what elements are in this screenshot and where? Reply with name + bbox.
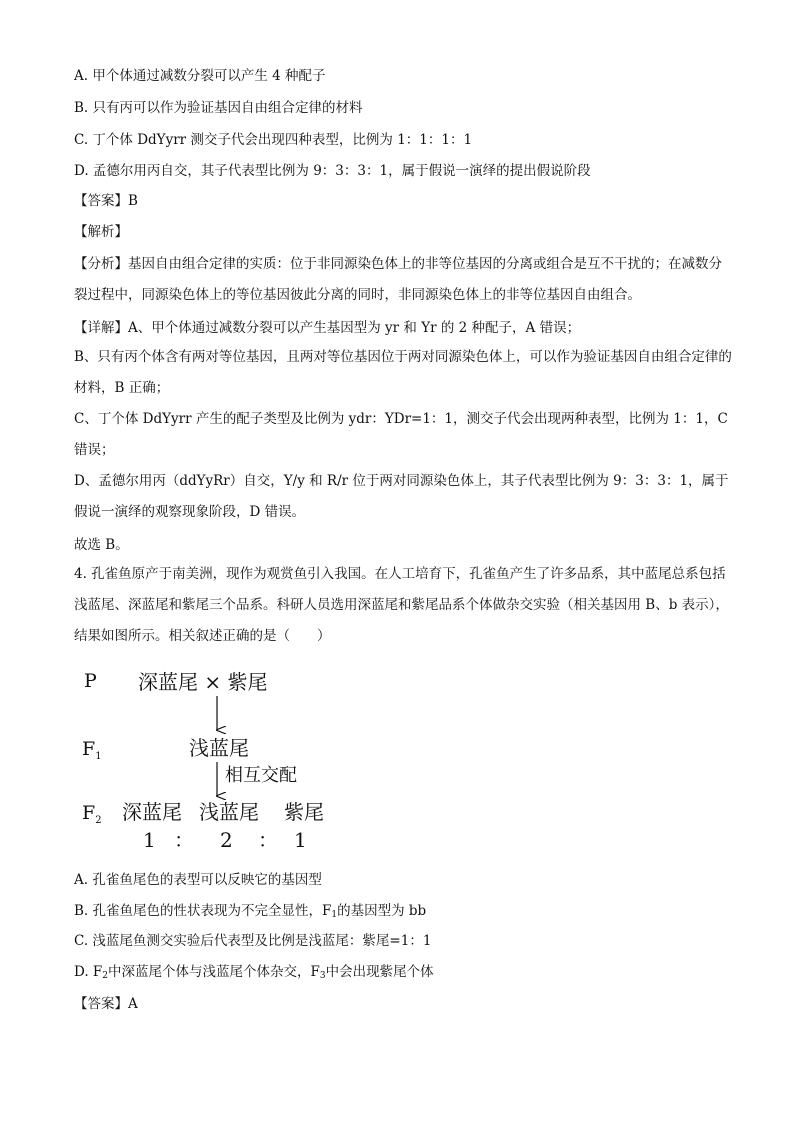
cross-diagram: [74, 662, 374, 862]
q4-answer: [74, 994, 734, 1014]
q3-option-d: D. 孟德尔用丙自交，其子代表型比例为 9：3：3：1，属于假说一演绎的提出假说阶段: [74, 163, 591, 179]
fenxi-label: 【分析】: [74, 256, 128, 272]
f2-deep-blue: 深蓝尾: [122, 800, 182, 824]
q3-analysis-heading: 【解析】: [74, 224, 128, 240]
answer-label: 【答案】: [74, 193, 128, 209]
parent-cross: 深蓝尾 × 紫尾: [138, 670, 268, 694]
q3-option-c: C. 丁个体 DdYyrr 测交子代会出现四种表型，比例为 1：1：1：1: [74, 132, 473, 148]
q4-option-b: B. 孔雀鱼尾色的性状表现为不完全显性，$F_1$的基因型为 bb: [74, 903, 427, 920]
f2-light-blue: 浅蓝尾: [199, 800, 259, 824]
ratio-purple: 1: [294, 828, 307, 852]
q4-option-c: C. 浅蓝尾鱼测交实验后代表型及比例是浅蓝尾：紫尾=1：1: [74, 933, 432, 949]
ratio-light: 2: [220, 828, 233, 852]
q4-stem: 4. 孔雀鱼原产于南美洲，现作为观赏鱼引入我国。在人工培育下，孔雀鱼产生了许多品系，其中蓝尾总系包括浅蓝尾、深蓝尾和紫尾三个品系。科研人员选用深蓝尾和紫尾品系个体做杂交实验（相关基因用 B、b 表示），结果如图所示。相关叙述正确的是（ ）: [74, 566, 729, 644]
generation-f1: $F_1$: [82, 738, 102, 762]
q3-xiangjie-d: D、孟德尔用丙（ddYyRr）自交，Y/y 和 R/r 位于两对同源染色体上，其子代表型比例为 9：3：3：1，属于假说一演绎的观察现象阶段，D 错误。: [74, 473, 729, 520]
xiangjie-a-text: A、甲个体通过减数分裂可以产生基因型为 yr 和 Yr 的 2 种配子，A 错误；: [128, 320, 581, 336]
q3-answer: [74, 191, 734, 211]
q3-xiangjie-b: B、只有丙个体含有两对等位基因，且两对等位基因位于两对同源染色体上，可以作为验证基因自由组合定律的材料，B 正确；: [74, 349, 732, 396]
f1-action: 相互交配: [225, 765, 297, 786]
q4-option-a: A. 孔雀鱼尾色的表型可以反映它的基因型: [74, 872, 322, 888]
ratio-colon-1: ：: [174, 828, 194, 852]
ratio-colon-2: ：: [258, 828, 278, 852]
answer-value: A: [128, 996, 138, 1012]
xiangjie-label: 【详解】: [74, 320, 128, 336]
generation-f2: $F_2$: [82, 802, 102, 826]
f1-phenotype: 浅蓝尾: [189, 736, 249, 760]
answer-value: B: [128, 193, 138, 209]
generation-p: P: [84, 670, 97, 692]
ratio-deep: 1: [143, 828, 156, 852]
q3-xiangjie-c: C、丁个体 DdYyrr 产生的配子类型及比例为 ydr：YDr=1：1，测交子代会出现两种表型，比例为 1：1，C 错误；: [74, 411, 728, 458]
q3-fenxi-paragraph: [74, 249, 734, 311]
f2-purple: 紫尾: [284, 800, 324, 824]
q3-xiangjie-a: [74, 318, 734, 338]
fenxi-text: 基因自由组合定律的实质：位于非同源染色体上的非等位基因的分离或组合是互不干扰的；在减数分裂过程中，同源染色体上的等位基因彼此分离的同时，非同源染色体上的非等位基因自由组合。: [74, 256, 722, 303]
q3-conclusion: 故选 B。: [74, 537, 129, 553]
q4-option-d: D. $F_2$中深蓝尾个体与浅蓝尾个体杂交，$F_3$中会出现紫尾个体: [74, 964, 434, 981]
q3-option-b: B. 只有丙可以作为验证基因自由组合定律的材料: [74, 100, 363, 116]
q3-option-a: A. 甲个体通过减数分裂可以产生 4 种配子: [74, 68, 326, 84]
answer-label: 【答案】: [74, 996, 128, 1012]
